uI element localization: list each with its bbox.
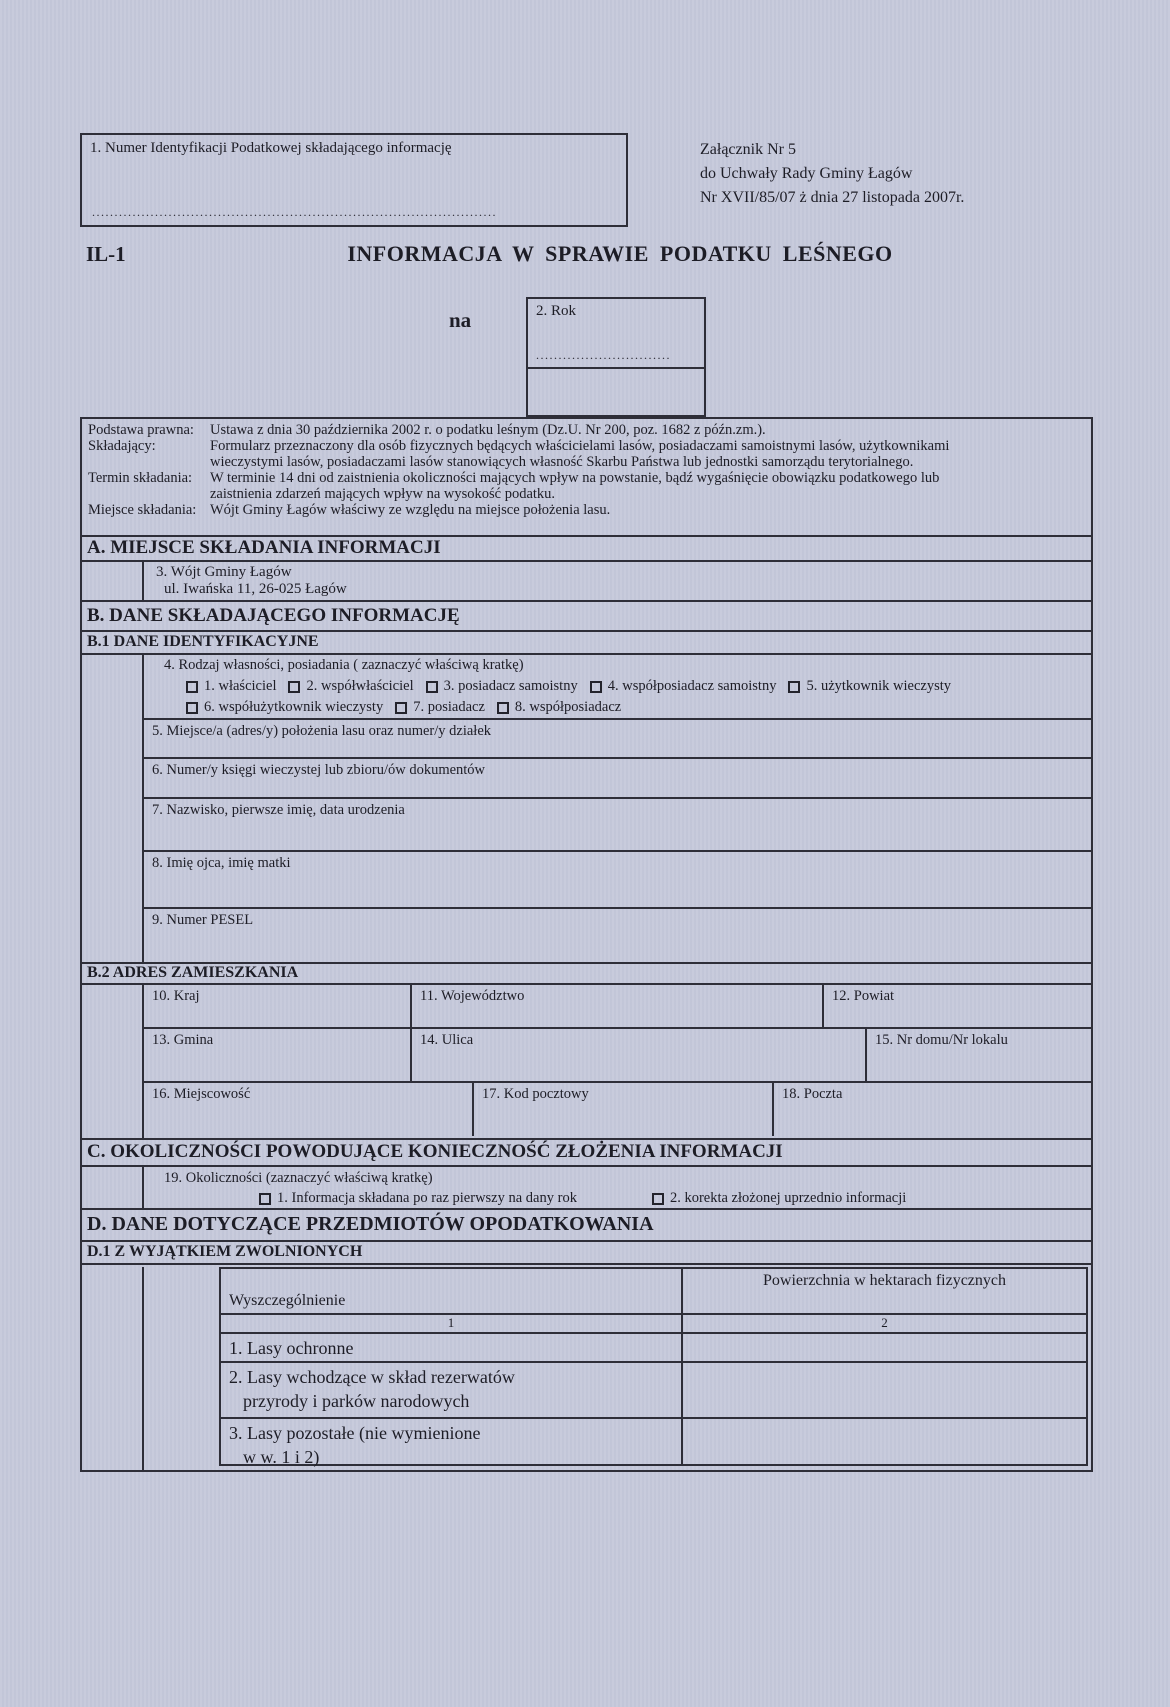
table-row-reserve-forests [221, 1363, 1086, 1419]
checkbox-option-first-filing[interactable] [259, 1190, 577, 1207]
section-b2-box [142, 985, 1091, 1138]
attachment-line: Załącznik Nr 5 [700, 141, 796, 158]
field-postal-code[interactable]: 17. Kod pocztowy [474, 1083, 774, 1136]
checkbox-option-correction[interactable] [652, 1190, 906, 1207]
nip-label: 1. Numer Identyfikacji Podatkowej składającego informację [90, 140, 452, 156]
form-body [80, 417, 1093, 1472]
field-commune[interactable]: 13. Gmina [144, 1029, 412, 1081]
checkbox-option-co-perpetual-user[interactable] [186, 699, 383, 716]
meta-row [88, 502, 1085, 518]
table-value-cell[interactable] [683, 1363, 1086, 1417]
form-code: IL-1 [86, 242, 126, 266]
field-forest-location[interactable] [144, 720, 1091, 759]
attachment-note [700, 138, 964, 210]
section-d1-box [142, 1267, 1091, 1472]
nip-entry-line[interactable]: .......................................................................................... [92, 205, 497, 219]
row-label-line1: 1. Lasy ochronne [229, 1338, 354, 1358]
section-b1-box [142, 655, 1091, 962]
checkbox-icon[interactable] [426, 681, 438, 693]
table-number-row [221, 1315, 1086, 1334]
field-label: 5. Miejsce/a (adres/y) położenia lasu oraz numer/y działek [152, 723, 492, 739]
table-value-cell[interactable] [683, 1334, 1086, 1361]
checkbox-option-perpetual-user[interactable] [788, 678, 951, 695]
checkbox-label: 5. użytkownik wieczysty [806, 678, 952, 694]
checkbox-label: 2. współwłaściciel [306, 678, 414, 694]
row-label-line1: 2. Lasy wchodzące w skład rezerwatów [229, 1367, 515, 1387]
address-row-1 [144, 985, 1091, 1029]
checkbox-label: 6. współużytkownik wieczysty [204, 699, 384, 715]
field-land-register-number[interactable] [144, 759, 1091, 799]
section-d-header: D. DANE DOTYCZĄCE PRZEDMIOTÓW OPODATKOWANIA [82, 1210, 1091, 1242]
checkbox-icon[interactable] [186, 702, 198, 714]
checkbox-option-co-possessor-sole[interactable] [590, 678, 777, 695]
field-voivodeship[interactable]: 11. Województwo [412, 985, 824, 1027]
table-col2-number: 2 [881, 1315, 888, 1330]
field-label: 4. Rodzaj własności, posiadania ( zaznaczyć właściwą kratkę) [164, 657, 524, 673]
field-house-number[interactable]: 15. Nr domu/Nr lokalu [875, 1032, 1008, 1048]
year-entry-line[interactable]: .............................. [536, 348, 671, 362]
checkbox-label: 4. współposiadacz samoistny [607, 678, 777, 694]
ownership-checkbox-row-2 [164, 699, 1091, 716]
row-label-line2: w w. 1 i 2) [243, 1447, 320, 1467]
table-row-other-forests [221, 1419, 1086, 1467]
field-parents-names[interactable] [144, 852, 1091, 909]
checkbox-label: 7. posiadacz [413, 699, 485, 715]
checkbox-icon[interactable] [590, 681, 602, 693]
circumstances-checkbox-row [164, 1190, 1091, 1207]
field-label: 7. Nazwisko, pierwsze imię, data urodzenia [152, 802, 405, 818]
year-label: 2. Rok [536, 303, 577, 319]
checkbox-label: 1. Informacja składana po raz pierwszy na dany rok [277, 1190, 577, 1206]
row-label-cell [221, 1363, 683, 1417]
address-row-2 [144, 1029, 1091, 1083]
field-label: 6. Numer/y księgi wieczystej lub zbioru/ów dokumentów [152, 762, 486, 778]
section-a-header: A. MIEJSCE SKŁADANIA INFORMACJI [82, 537, 1091, 562]
field-street[interactable]: 14. Ulica [412, 1029, 867, 1081]
checkbox-option-sole-possessor[interactable] [426, 678, 578, 695]
section-c-header: C. OKOLICZNOŚCI POWODUJĄCE KONIECZNOŚĆ ZŁOŻENIA INFORMACJI [82, 1140, 1091, 1167]
checkbox-icon[interactable] [497, 702, 509, 714]
section-b1-header: B.1 DANE IDENTYFIKACYJNE [82, 632, 1091, 655]
year-box [526, 297, 706, 417]
section-d1-content [82, 1267, 1091, 1472]
taxation-table [219, 1267, 1088, 1466]
meta-label: Miejsce składania: [88, 502, 197, 518]
table-col1-header: Wyszczególnienie [221, 1269, 683, 1313]
field-post-office[interactable]: 18. Poczta [782, 1086, 843, 1102]
checkbox-option-possessor[interactable] [395, 699, 485, 716]
meta-row [88, 470, 1085, 502]
table-row-protective-forests [221, 1334, 1086, 1363]
field-pesel[interactable] [144, 909, 1091, 962]
meta-text: Ustawa z dnia 30 października 2002 r. o podatku leśnym (Dz.U. Nr 200, poz. 1682 z późn.zm.). [210, 422, 766, 438]
field-label: 8. Imię ojca, imię matki [152, 855, 291, 871]
section-c-box [142, 1167, 1091, 1208]
table-value-cell[interactable] [683, 1419, 1086, 1464]
row-label-cell [221, 1419, 683, 1467]
attachment-line: Nr XVII/85/07 ż dnia 27 listopada 2007r. [700, 189, 965, 206]
meta-label: Składający: [88, 438, 156, 454]
checkbox-icon[interactable] [288, 681, 300, 693]
meta-text: Wójt Gminy Łagów właściwy ze względu na miejsce położenia lasu. [210, 502, 611, 518]
form-title: INFORMACJA W SPRAWIE PODATKU LEŚNEGO [347, 241, 893, 266]
checkbox-option-co-owner[interactable] [288, 678, 413, 695]
meta-row [88, 422, 1085, 438]
checkbox-label: 3. posiadacz samoistny [443, 678, 578, 694]
checkbox-icon[interactable] [186, 681, 198, 693]
attachment-line: do Uchwały Rady Gminy Łagów [700, 165, 913, 182]
section-b1-content [82, 655, 1091, 964]
row-label-line1: 3. Lasy pozostałe (nie wymienione [229, 1423, 481, 1443]
legal-meta-block [82, 419, 1091, 537]
meta-row [88, 438, 1085, 470]
field-country[interactable]: 10. Kraj [144, 985, 412, 1027]
meta-label: Podstawa prawna: [88, 422, 194, 438]
section-b2-header: B.2 ADRES ZAMIESZKANIA [82, 964, 1091, 985]
checkbox-icon[interactable] [788, 681, 800, 693]
section-b-header: B. DANE SKŁADAJĄCEGO INFORMACJĘ [82, 602, 1091, 632]
authority-name: 3. Wójt Gminy Łagów [156, 564, 292, 580]
field-county[interactable]: 12. Powiat [832, 988, 895, 1004]
na-label: na [449, 308, 472, 332]
section-c-content [82, 1167, 1091, 1210]
nip-box [80, 133, 628, 227]
table-col2-header: Powierzchnia w hektarach fizycznych [763, 1272, 1006, 1289]
table-col1-number: 1 [221, 1315, 683, 1332]
address-row-3 [144, 1083, 1091, 1136]
checkbox-label: 1. właściciel [204, 678, 277, 694]
field-locality[interactable]: 16. Miejscowość [144, 1083, 474, 1136]
year-box-top [528, 299, 704, 369]
section-b2-content [82, 985, 1091, 1140]
section-a-box [142, 562, 1091, 600]
field-circumstances-label: 19. Okoliczności (zaznaczyć właściwą kratkę) [164, 1170, 433, 1186]
ownership-checkbox-row-1 [164, 678, 1091, 695]
meta-text: Formularz przeznaczony dla osób fizycznych będących właścicielami lasów, posiadaczami samoistnymi lasów, użytkownikami wieczystymi lasów, posiadaczami lasów stanowiących własność Skarbu Państwa lub jednostki samorządu terytorialnego. [210, 438, 950, 470]
field-ownership-type [144, 655, 1091, 720]
checkbox-icon[interactable] [259, 1193, 271, 1205]
checkbox-option-co-possessor[interactable] [497, 699, 621, 716]
meta-label: Termin składania: [88, 470, 193, 486]
section-d1-header: D.1 Z WYJĄTKIEM ZWOLNIONYCH [82, 1242, 1091, 1265]
checkbox-label: 2. korekta złożonej uprzednio informacji [669, 1190, 907, 1206]
checkbox-option-owner[interactable] [186, 678, 276, 695]
field-name-birthdate[interactable] [144, 799, 1091, 852]
checkbox-icon[interactable] [652, 1193, 664, 1205]
table-header-row [221, 1269, 1086, 1315]
checkbox-label: 8. współposiadacz [514, 699, 622, 715]
field-label: 9. Numer PESEL [152, 912, 254, 928]
row-label-line2: przyrody i parków narodowych [243, 1391, 470, 1411]
row-label-cell [221, 1334, 683, 1361]
section-a-content [82, 562, 1091, 602]
meta-text: W terminie 14 dni od zaistnienia okoliczności mających wpływ na powstanie, bądź wygaśnięcie obowiązku podatkowego lub zaistnienia zdarzeń mających wpływ na wysokość podatku. [210, 470, 940, 502]
checkbox-icon[interactable] [395, 702, 407, 714]
authority-address: ul. Iwańska 11, 26-025 Łagów [164, 581, 347, 597]
